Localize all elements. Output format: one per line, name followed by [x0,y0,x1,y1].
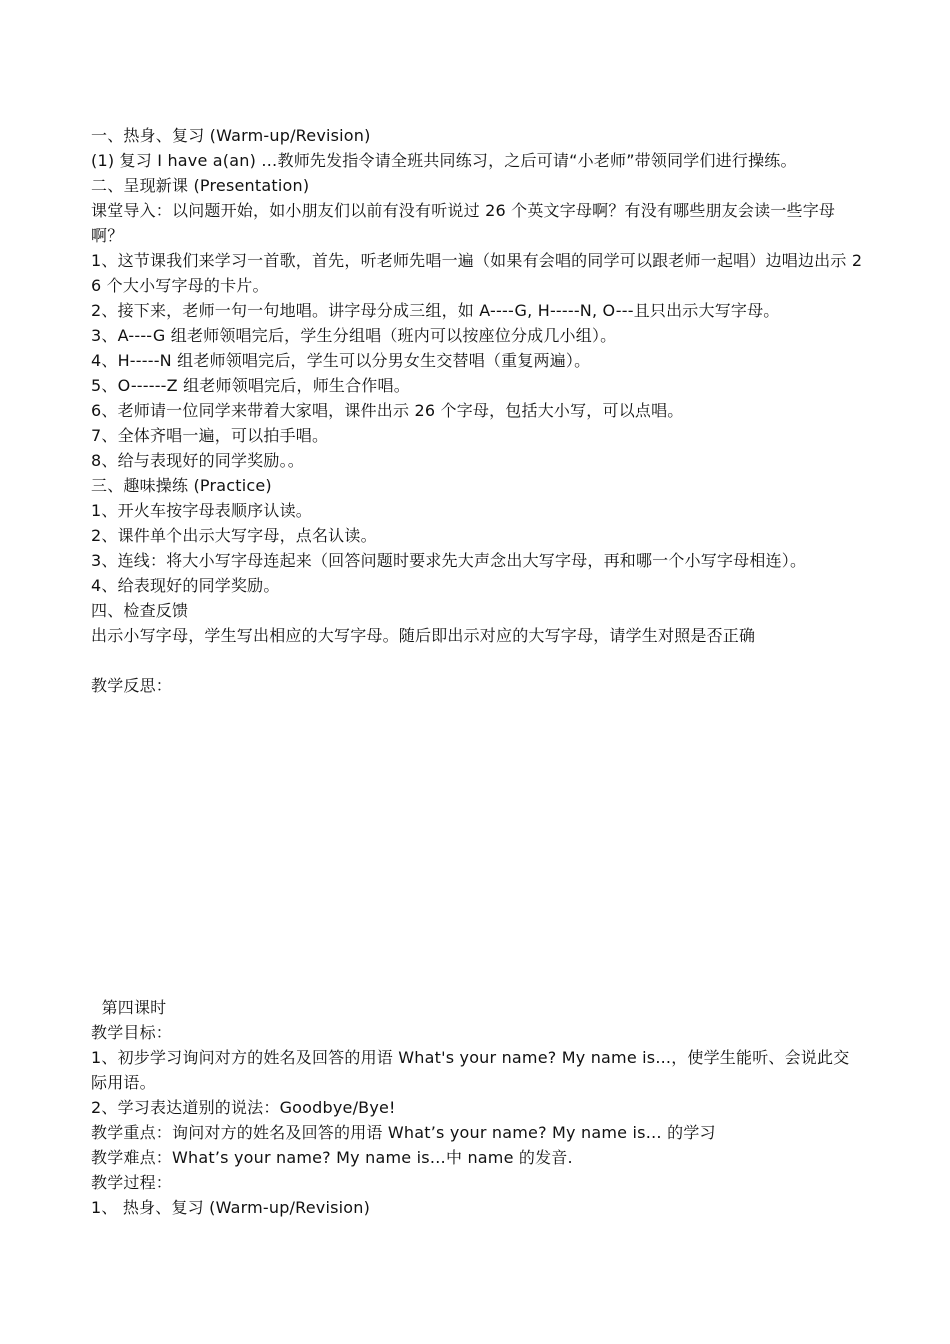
practice-step-2: 2、课件单个出示大写字母，点名认读。 [91,526,377,545]
presentation-step-1: 1、这节课我们来学习一首歌，首先，听老师先唱一遍（如果有会唱的同学可以跟老师一起唱）边唱边出示 26 个大小写字母的卡片。 [91,251,863,295]
presentation-step-8: 8、给与表现好的同学奖励。。 [91,451,304,470]
presentation-step-6: 6、老师请一位同学来带着大家唱，课件出示 26 个字母，包括大小写，可以点唱。 [91,401,684,420]
presentation-step-3: 3、A----G 组老师领唱完后，学生分组唱（班内可以按座位分成几小组）。 [91,326,617,345]
check-text: 出示小写字母，学生写出相应的大写字母。随后即出示对应的大写字母，请学生对照是否正确 [91,626,756,645]
practice-step-1: 1、开火车按字母表顺序认读。 [91,501,312,520]
practice-heading: 三、趣味操练 (Practice) [91,476,272,495]
process-step-1: 1、 热身、复习 (Warm-up/Revision) [91,1198,371,1217]
warmup-heading: 一、热身、复习 (Warm-up/Revision) [91,126,371,145]
objectives-label: 教学目标： [91,1023,173,1042]
lesson-4-title: 第四课时 [91,998,167,1017]
presentation-step-2: 2、接下来，老师一句一句地唱。讲字母分成三组，如 A----G, H-----N, O---且只出示大写字母。 [91,301,780,320]
presentation-heading: 二、呈现新课 (Presentation) [91,176,310,195]
difficulty: 教学难点：What’s your name? My name is…中 name 的发音. [91,1148,573,1167]
objective-2: 2、学习表达道别的说法：Goodbye/Bye! [91,1098,396,1117]
practice-step-4: 4、给表现好的同学奖励。 [91,576,280,595]
presentation-step-4: 4、H-----N 组老师领唱完后，学生可以分男女生交替唱（重复两遍）。 [91,351,591,370]
lesson-4-plan [91,995,863,1220]
process-label: 教学过程： [91,1173,173,1192]
presentation-step-7: 7、全体齐唱一遍，可以拍手唱。 [91,426,329,445]
practice-step-3: 3、连线：将大小写字母连起来（回答问题时要求先大声念出大写字母，再和哪一个小写字母相连）。 [91,551,807,570]
key-point: 教学重点：询问对方的姓名及回答的用语 What’s your name? My name is… 的学习 [91,1123,716,1142]
lesson-3-procedure [91,123,863,698]
presentation-step-5: 5、O------Z 组老师领唱完后，师生合作唱。 [91,376,410,395]
objective-1: 1、初步学习询问对方的姓名及回答的用语 What's your name? My name is...，使学生能听、会说此交际用语。 [91,1048,850,1092]
lesson-intro: 课堂导入：以问题开始，如小朋友们以前有没有听说过 26 个英文字母啊？有没有哪些朋友会读一些字母啊？ [91,201,836,245]
check-heading: 四、检查反馈 [91,601,189,620]
reflection-label: 教学反思： [91,676,173,695]
warmup-item-1: (1) 复习 I have a(an) …教师先发指令请全班共同练习，之后可请“小老师”带领同学们进行操练。 [91,151,797,170]
